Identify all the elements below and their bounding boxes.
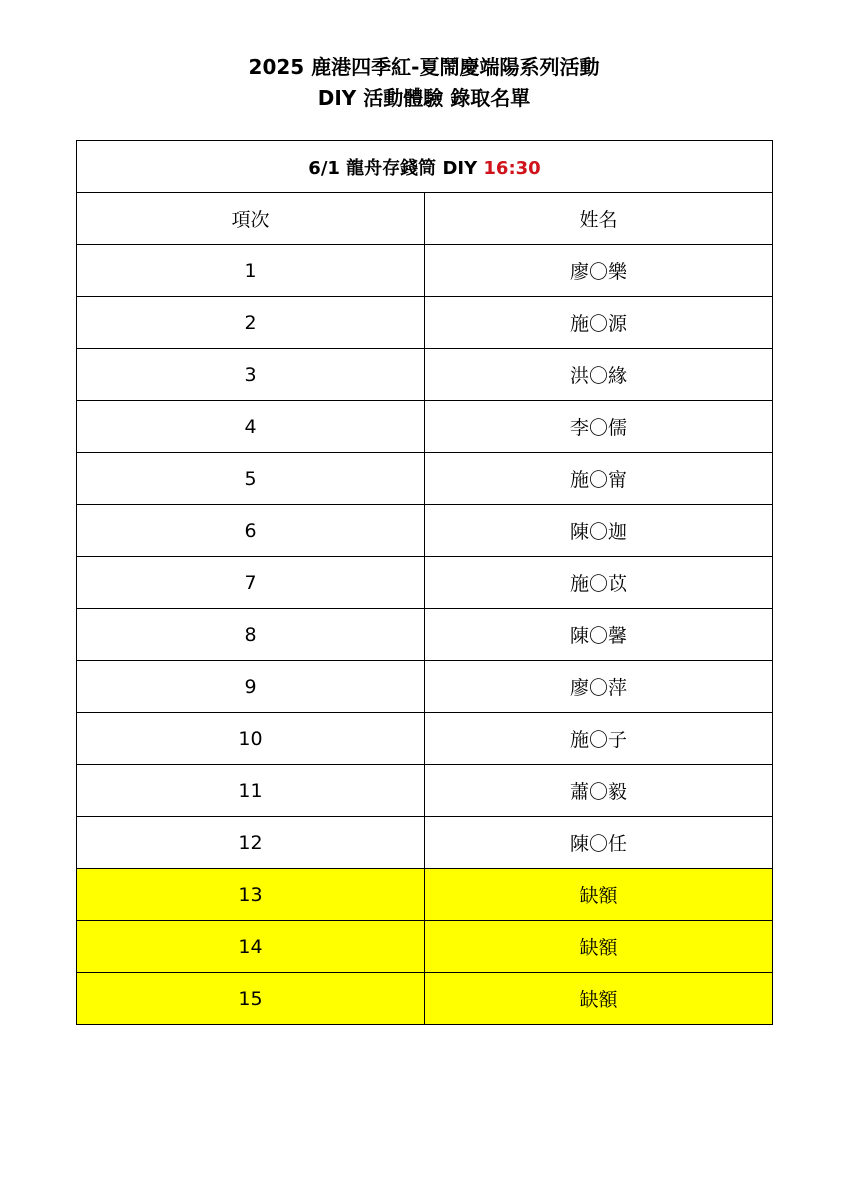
item-number-cell: 2 [77,297,425,349]
document-title [0,52,848,114]
title-line-list: DIY 活動體驗 錄取名單 [317,86,531,110]
session-header-cell [77,141,773,193]
session-label: 6/1 龍舟存錢筒 DIY [308,157,484,179]
item-number-cell: 12 [77,817,425,869]
item-number-cell: 1 [77,245,425,297]
session-time: 16:30 [483,157,541,179]
item-number-cell: 8 [77,609,425,661]
table-row [77,349,773,401]
participant-name-cell: 陳〇迦 [425,505,773,557]
table-row [77,401,773,453]
item-number-cell: 9 [77,661,425,713]
table-row [77,505,773,557]
item-number-cell: 11 [77,765,425,817]
table-row [77,609,773,661]
item-number-cell: 7 [77,557,425,609]
admission-roster-table [76,140,773,1025]
vacant-slot-row [77,921,773,973]
table-row [77,765,773,817]
item-number-cell: 3 [77,349,425,401]
session-header-row [77,141,773,193]
item-number-cell: 4 [77,401,425,453]
table-row [77,297,773,349]
vacant-slot-row [77,973,773,1025]
participant-name-cell: 廖〇萍 [425,661,773,713]
vacant-slot-cell: 缺額 [425,869,773,921]
column-header-item-number: 項次 [77,193,425,245]
item-number-cell: 13 [77,869,425,921]
item-number-cell: 5 [77,453,425,505]
participant-name-cell: 蕭〇毅 [425,765,773,817]
column-header-name: 姓名 [425,193,773,245]
vacant-slot-cell: 缺額 [425,921,773,973]
table-row [77,453,773,505]
vacant-slot-cell: 缺額 [425,973,773,1025]
title-line-event: 2025 鹿港四季紅-夏鬧慶端陽系列活動 [248,55,600,79]
participant-name-cell: 施〇苡 [425,557,773,609]
vacant-slot-row [77,869,773,921]
participant-name-cell: 李〇儒 [425,401,773,453]
participant-name-cell: 施〇甯 [425,453,773,505]
participant-name-cell: 陳〇任 [425,817,773,869]
participant-name-cell: 陳〇馨 [425,609,773,661]
table-row [77,817,773,869]
participant-name-cell: 施〇子 [425,713,773,765]
item-number-cell: 14 [77,921,425,973]
table-row [77,557,773,609]
column-header-row [77,193,773,245]
item-number-cell: 15 [77,973,425,1025]
participant-name-cell: 施〇源 [425,297,773,349]
table-row [77,661,773,713]
participant-name-cell: 洪〇緣 [425,349,773,401]
table-row [77,713,773,765]
item-number-cell: 10 [77,713,425,765]
item-number-cell: 6 [77,505,425,557]
table-row [77,245,773,297]
participant-name-cell: 廖〇樂 [425,245,773,297]
